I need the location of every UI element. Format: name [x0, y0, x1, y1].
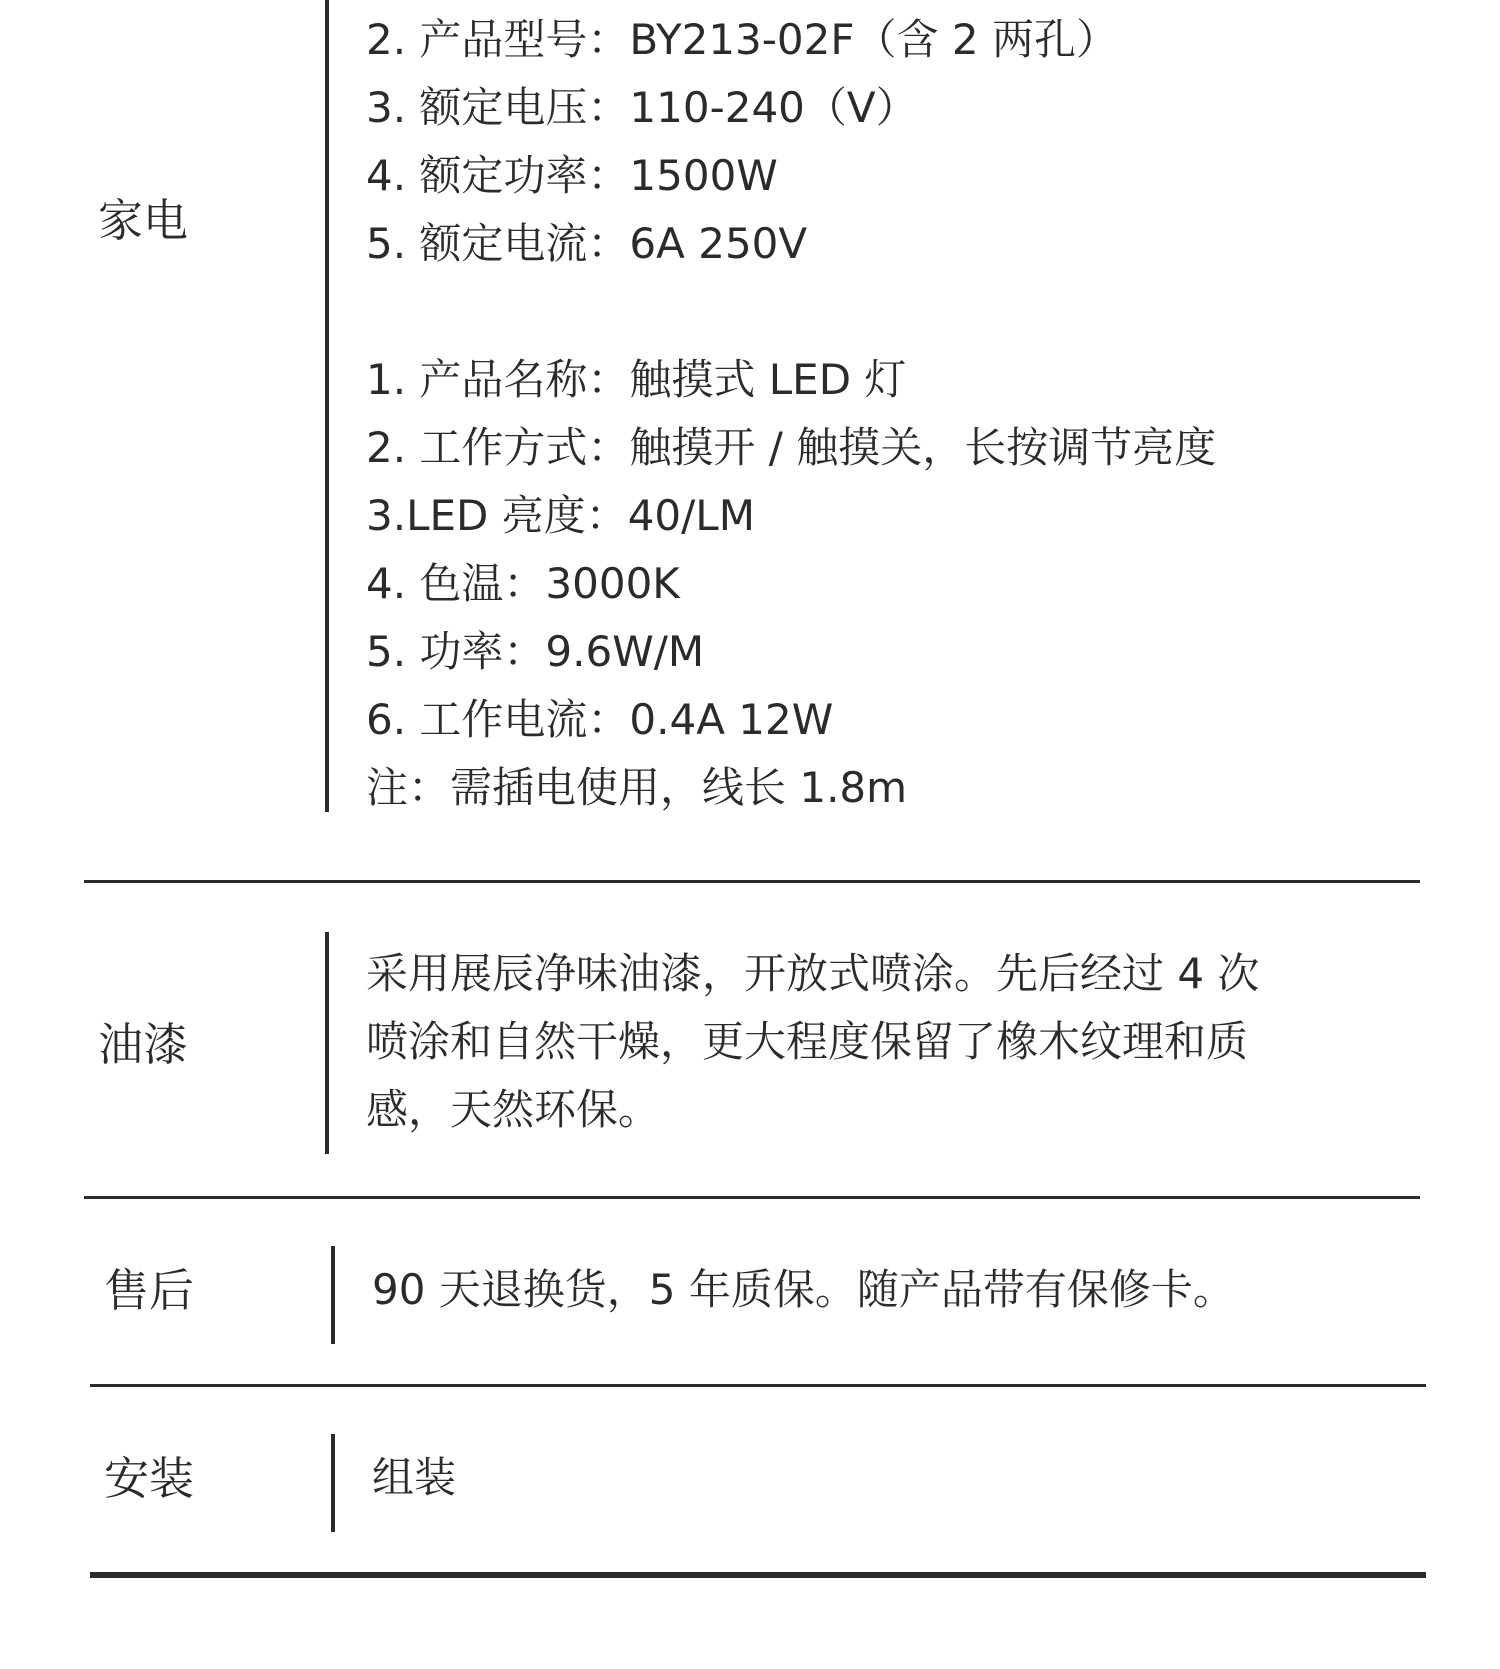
installation-divider — [331, 1434, 335, 1532]
spec-line: 5. 功率：9.6W/M — [366, 627, 705, 676]
spec-line: 1. 产品名称：触摸式 LED 灯 — [366, 355, 907, 404]
paint-description — [366, 940, 1259, 1144]
paint-line: 感，天然环保。 — [366, 1085, 661, 1134]
appliance-divider — [325, 0, 329, 812]
after-sales-label: 售后 — [104, 1264, 195, 1317]
spec-line: 2. 工作方式：触摸开 / 触摸关，长按调节亮度 — [366, 423, 1217, 472]
section-divider — [84, 1196, 1420, 1199]
spec-line: 4. 额定功率：1500W — [366, 151, 778, 200]
installation-text — [372, 1444, 456, 1512]
paint-divider — [325, 932, 329, 1154]
after-sales-text — [372, 1256, 1235, 1324]
after-sales-line: 90 天退换货，5 年质保。随产品带有保修卡。 — [372, 1265, 1235, 1314]
appliance-label: 家电 — [98, 194, 189, 247]
spec-line: 2. 产品型号：BY213-02F（含 2 两孔） — [366, 15, 1118, 64]
spec-line: 4. 色温：3000K — [366, 559, 680, 608]
spec-line: 5. 额定电流：6A 250V — [366, 219, 808, 268]
section-divider — [84, 880, 1420, 883]
installation-label: 安装 — [104, 1452, 195, 1505]
after-sales-divider — [331, 1246, 335, 1344]
spec-line: 注：需插电使用，线长 1.8m — [366, 763, 908, 812]
spec-line: 3.LED 亮度：40/LM — [366, 491, 755, 540]
paint-line: 喷涂和自然干燥，更大程度保留了橡木纹理和质 — [366, 1017, 1249, 1066]
section-divider — [90, 1384, 1426, 1387]
spacer — [366, 278, 1216, 346]
spec-line: 6. 工作电流：0.4A 12W — [366, 695, 834, 744]
appliance-specs — [366, 6, 1216, 822]
spec-line: 3. 额定电压：110-240（V） — [366, 83, 918, 132]
installation-line: 组装 — [372, 1453, 457, 1502]
paint-line: 采用展辰净味油漆，开放式喷涂。先后经过 4 次 — [366, 949, 1260, 998]
bottom-divider — [90, 1572, 1426, 1578]
paint-label: 油漆 — [98, 1018, 189, 1071]
